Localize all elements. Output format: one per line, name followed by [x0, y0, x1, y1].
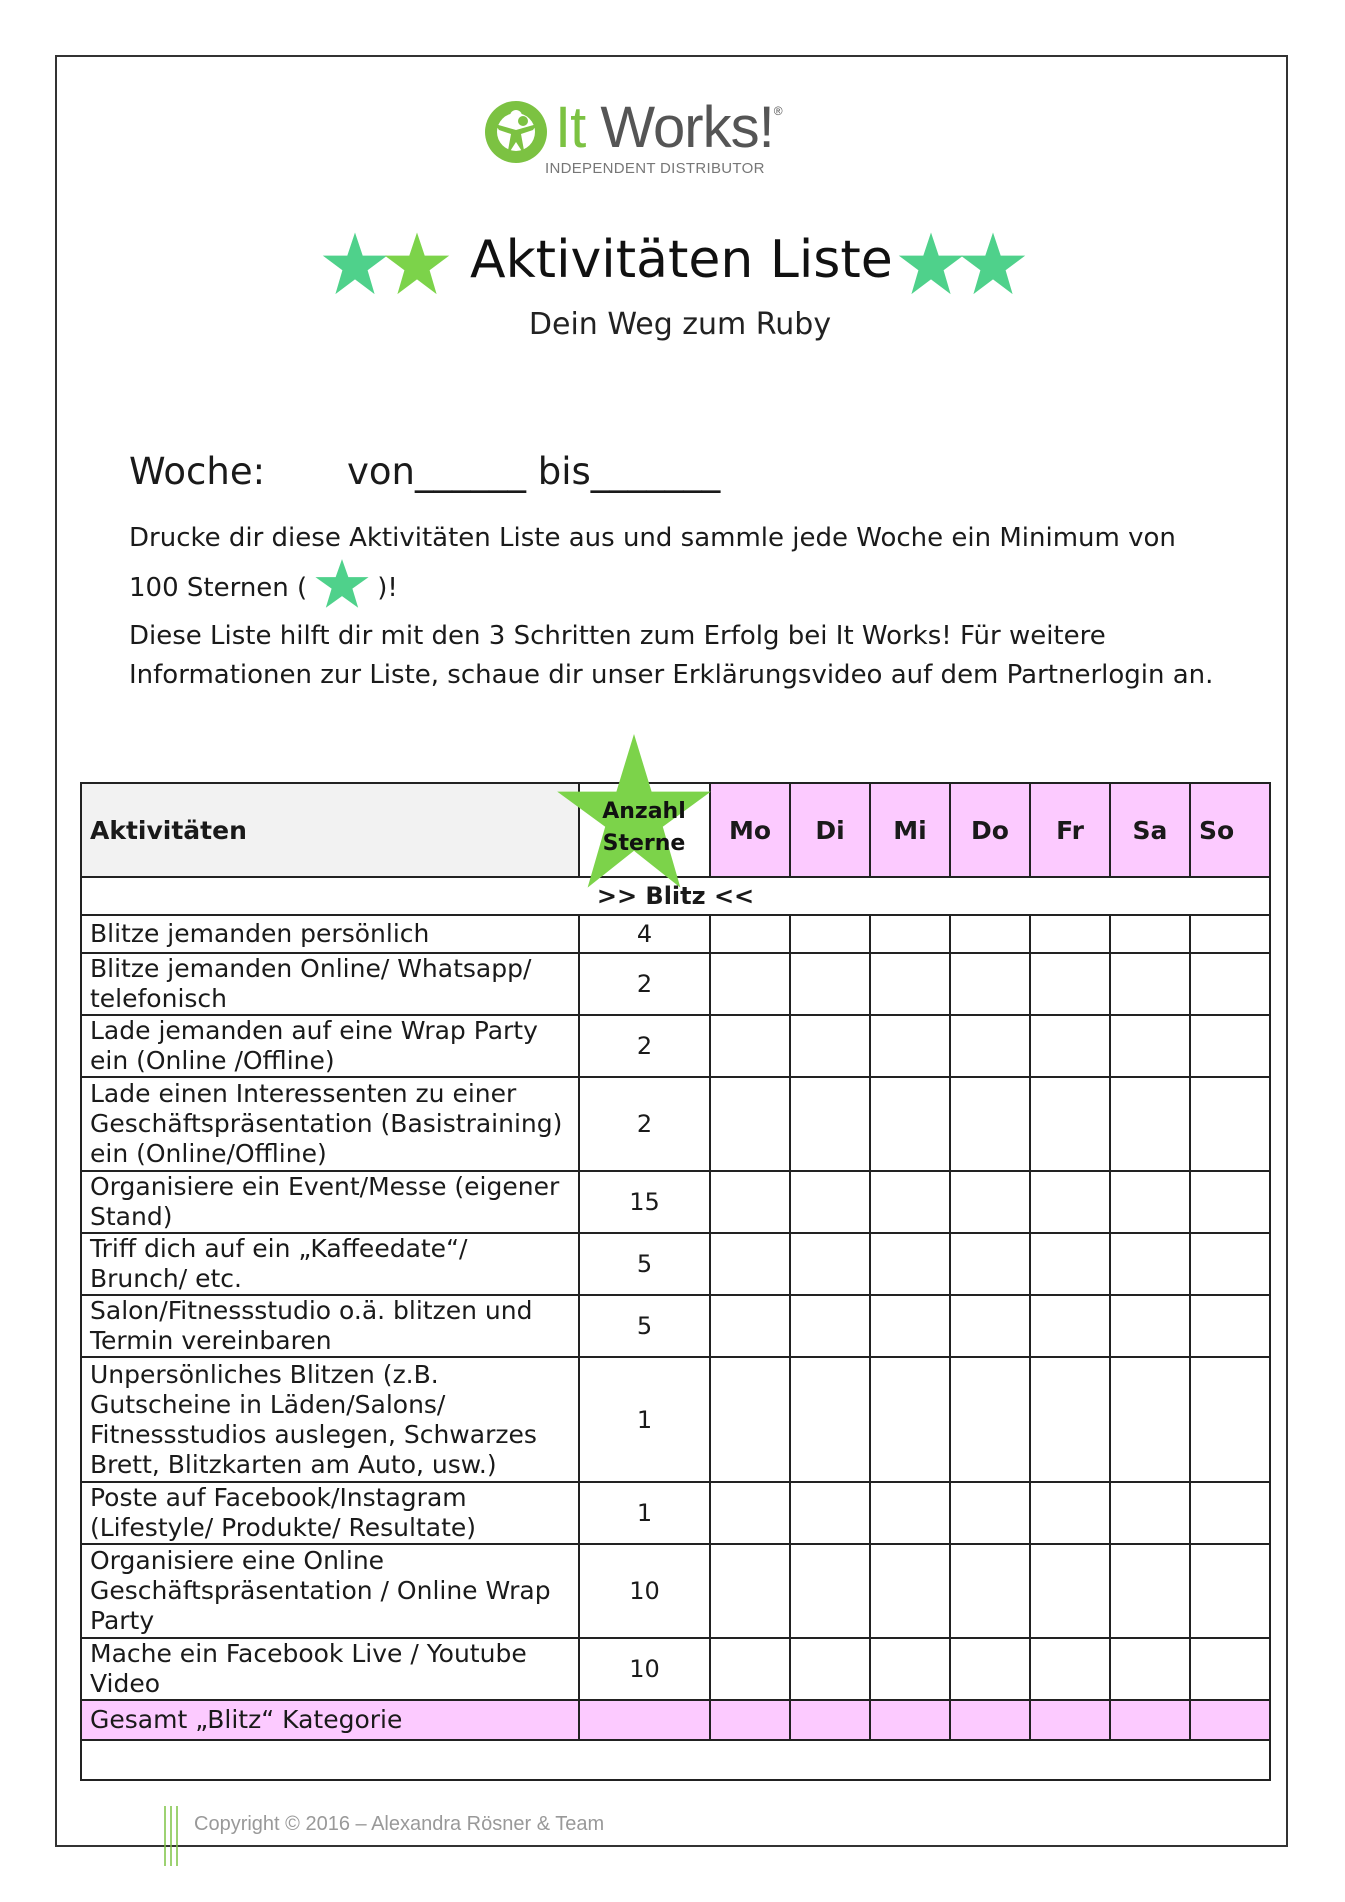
total-cell[interactable]	[1110, 1700, 1190, 1740]
day-entry-cell[interactable]	[710, 915, 790, 953]
day-entry-cell[interactable]	[790, 1015, 870, 1077]
stars-cell: 15	[579, 1171, 710, 1233]
stars-cell: 4	[579, 915, 710, 953]
day-entry-cell[interactable]	[1190, 915, 1270, 953]
table-row	[81, 1077, 1270, 1171]
day-entry-cell[interactable]	[950, 1638, 1030, 1700]
total-cell[interactable]	[579, 1700, 710, 1740]
day-entry-cell[interactable]	[1030, 915, 1110, 953]
day-entry-cell[interactable]	[790, 1482, 870, 1544]
green-star-icon	[382, 229, 452, 299]
day-entry-cell[interactable]	[1030, 1357, 1110, 1482]
stars-cell: 2	[579, 1077, 710, 1171]
stars-cell: 10	[579, 1638, 710, 1700]
day-header-do: Do	[950, 783, 1030, 877]
day-entry-cell[interactable]	[1030, 1015, 1110, 1077]
stars-cell: 1	[579, 1482, 710, 1544]
week-range: von______ bis_______	[347, 450, 721, 493]
it-works-logo	[483, 95, 782, 186]
day-entry-cell[interactable]	[1110, 953, 1190, 1015]
empty-cell	[81, 1740, 1270, 1780]
day-header-fr: Fr	[1030, 783, 1110, 877]
column-header-activity: Aktivitäten	[81, 783, 579, 877]
activity-cell: Poste auf Facebook/Instagram (Lifestyle/ Produkte/ Resultate)	[81, 1482, 579, 1544]
day-entry-cell[interactable]	[950, 1233, 1030, 1295]
day-entry-cell[interactable]	[790, 953, 870, 1015]
stars-header-line-2: Sterne	[602, 831, 686, 856]
day-entry-cell[interactable]	[790, 1077, 870, 1171]
table-row	[81, 1482, 1270, 1544]
total-row	[81, 1700, 1270, 1740]
day-entry-cell[interactable]	[950, 915, 1030, 953]
day-entry-cell[interactable]	[1190, 1295, 1270, 1357]
day-entry-cell[interactable]	[1030, 1171, 1110, 1233]
total-label: Gesamt „Blitz“ Kategorie	[81, 1700, 579, 1740]
day-header-mo: Mo	[710, 783, 790, 877]
day-header-sa: Sa	[1110, 783, 1190, 877]
day-entry-cell[interactable]	[950, 1295, 1030, 1357]
day-entry-cell[interactable]	[790, 1171, 870, 1233]
activity-cell: Organisiere eine Online Geschäftspräsentation / Online Wrap Party	[81, 1544, 579, 1638]
stars-header-line-1: Anzahl	[602, 799, 686, 824]
day-entry-cell[interactable]	[1190, 1233, 1270, 1295]
section-label: >> Blitz <<	[81, 877, 1270, 915]
teal-star-icon	[320, 229, 390, 299]
day-entry-cell[interactable]	[870, 1077, 950, 1171]
day-entry-cell[interactable]	[1110, 1077, 1190, 1171]
day-entry-cell[interactable]	[950, 1077, 1030, 1171]
activity-cell: Triff dich auf ein „Kaffeedate“/ Brunch/ etc.	[81, 1233, 579, 1295]
activity-cell: Lade einen Interessenten zu einer Geschäftspräsentation (Basistraining) ein (Online/Offline)	[81, 1077, 579, 1171]
day-entry-cell[interactable]	[870, 1015, 950, 1077]
total-cell[interactable]	[790, 1700, 870, 1740]
stars-cell: 5	[579, 1233, 710, 1295]
total-cell[interactable]	[950, 1700, 1030, 1740]
table-row	[81, 1015, 1270, 1077]
table-row	[81, 1171, 1270, 1233]
activity-cell: Blitze jemanden Online/ Whatsapp/ telefonisch	[81, 953, 579, 1015]
day-entry-cell[interactable]	[710, 1295, 790, 1357]
stars-cell: 2	[579, 953, 710, 1015]
day-entry-cell[interactable]	[1190, 1357, 1270, 1482]
day-entry-cell[interactable]	[870, 1482, 950, 1544]
day-entry-cell[interactable]	[870, 915, 950, 953]
day-entry-cell[interactable]	[790, 1638, 870, 1700]
total-cell[interactable]	[870, 1700, 950, 1740]
day-entry-cell[interactable]	[950, 1482, 1030, 1544]
activity-cell: Unpersönliches Blitzen (z.B. Gutscheine in Läden/Salons/ Fitnessstudios auslegen, Schwarzes Brett, Blitzkarten am Auto, usw.)	[81, 1357, 579, 1482]
day-entry-cell[interactable]	[1110, 1171, 1190, 1233]
teal-star-icon	[958, 229, 1028, 299]
day-entry-cell[interactable]	[710, 1544, 790, 1638]
page-subtitle: Dein Weg zum Ruby	[528, 307, 832, 342]
day-entry-cell[interactable]	[790, 1357, 870, 1482]
teal-star-icon	[896, 229, 966, 299]
logo-subtitle: INDEPENDENT DISTRIBUTOR	[545, 160, 765, 177]
day-entry-cell[interactable]	[870, 1171, 950, 1233]
table-row	[81, 1233, 1270, 1295]
day-entry-cell[interactable]	[1190, 1015, 1270, 1077]
logo-wordmark: It Works!®	[555, 95, 782, 160]
day-entry-cell[interactable]	[1190, 1171, 1270, 1233]
stars-cell: 2	[579, 1015, 710, 1077]
table-row	[81, 1357, 1270, 1482]
title-row	[320, 225, 1030, 305]
it-works-figure-icon	[483, 96, 549, 168]
day-entry-cell[interactable]	[950, 1544, 1030, 1638]
day-header-di: Di	[790, 783, 870, 877]
day-entry-cell[interactable]	[710, 1171, 790, 1233]
table-row	[81, 915, 1270, 953]
day-entry-cell[interactable]	[790, 1233, 870, 1295]
day-entry-cell[interactable]	[710, 1638, 790, 1700]
day-entry-cell[interactable]	[1190, 953, 1270, 1015]
day-entry-cell[interactable]	[710, 953, 790, 1015]
day-entry-cell[interactable]	[710, 1357, 790, 1482]
day-entry-cell[interactable]	[710, 1077, 790, 1171]
day-entry-cell[interactable]	[1190, 1482, 1270, 1544]
week-label: Woche:	[129, 450, 266, 493]
day-entry-cell[interactable]	[1110, 915, 1190, 953]
day-entry-cell[interactable]	[1030, 1295, 1110, 1357]
table-row	[81, 1295, 1270, 1357]
activity-cell: Lade jemanden auf eine Wrap Party ein (Online /Offline)	[81, 1015, 579, 1077]
day-entry-cell[interactable]	[950, 953, 1030, 1015]
activity-cell: Blitze jemanden persönlich	[81, 915, 579, 953]
stars-cell: 1	[579, 1357, 710, 1482]
day-entry-cell[interactable]	[870, 1357, 950, 1482]
week-line	[129, 450, 720, 493]
day-entry-cell[interactable]	[1110, 1015, 1190, 1077]
column-header-stars	[579, 783, 710, 877]
day-entry-cell[interactable]	[710, 1015, 790, 1077]
day-entry-cell[interactable]	[1110, 1295, 1190, 1357]
day-entry-cell[interactable]	[790, 1295, 870, 1357]
table-row	[81, 953, 1270, 1015]
teal-star-icon	[313, 558, 371, 610]
stars-cell: 10	[579, 1544, 710, 1638]
table-row	[81, 1544, 1270, 1638]
day-entry-cell[interactable]	[950, 1357, 1030, 1482]
table-row	[81, 1638, 1270, 1700]
day-entry-cell[interactable]	[790, 915, 870, 953]
day-entry-cell[interactable]	[870, 1544, 950, 1638]
day-entry-cell[interactable]	[870, 1233, 950, 1295]
day-entry-cell[interactable]	[710, 1233, 790, 1295]
day-entry-cell[interactable]	[710, 1482, 790, 1544]
day-entry-cell[interactable]	[870, 1638, 950, 1700]
activity-cell: Salon/Fitnessstudio o.ä. blitzen und Termin vereinbaren	[81, 1295, 579, 1357]
day-entry-cell[interactable]	[1110, 1357, 1190, 1482]
day-entry-cell[interactable]	[950, 1015, 1030, 1077]
day-header-mi: Mi	[870, 783, 950, 877]
total-cell[interactable]	[1190, 1700, 1270, 1740]
day-header-so: So	[1190, 783, 1270, 877]
day-entry-cell[interactable]	[1110, 1544, 1190, 1638]
day-entry-cell[interactable]	[1030, 953, 1110, 1015]
day-entry-cell[interactable]	[790, 1544, 870, 1638]
day-entry-cell[interactable]	[950, 1171, 1030, 1233]
day-entry-cell[interactable]	[1030, 1077, 1110, 1171]
stars-cell: 5	[579, 1295, 710, 1357]
activity-table	[80, 782, 1271, 1781]
activity-cell: Organisiere ein Event/Messe (eigener Stand)	[81, 1171, 579, 1233]
day-entry-cell[interactable]	[1190, 1638, 1270, 1700]
intro-paragraph-2: Diese Liste hilft dir mit den 3 Schritten zum Erfolg bei It Works! Für weitere Informationen zur Liste, schaue dir unser Erklärungsvideo auf dem Partnerlogin an.	[129, 621, 1214, 690]
empty-row	[81, 1740, 1270, 1780]
table-header-row	[81, 783, 1270, 877]
day-entry-cell[interactable]	[1110, 1638, 1190, 1700]
day-entry-cell[interactable]	[1110, 1233, 1190, 1295]
day-entry-cell[interactable]	[1110, 1482, 1190, 1544]
page-title: Aktivitäten Liste	[470, 230, 893, 290]
day-entry-cell[interactable]	[1190, 1077, 1270, 1171]
day-entry-cell[interactable]	[1030, 1544, 1110, 1638]
total-cell[interactable]	[710, 1700, 790, 1740]
total-cell[interactable]	[1030, 1700, 1110, 1740]
day-entry-cell[interactable]	[1030, 1233, 1110, 1295]
day-entry-cell[interactable]	[1030, 1482, 1110, 1544]
day-entry-cell[interactable]	[870, 1295, 950, 1357]
copyright-text: Copyright © 2016 – Alexandra Rösner & Team	[194, 1813, 605, 1835]
footer-decor-lines	[162, 1806, 182, 1866]
day-entry-cell[interactable]	[1190, 1544, 1270, 1638]
activity-cell: Mache ein Facebook Live / Youtube Video	[81, 1638, 579, 1700]
intro-paragraph-1: Drucke dir diese Aktivitäten Liste aus und sammle jede Woche ein Minimum von 100 Sternen ( )!	[129, 519, 1229, 610]
day-entry-cell[interactable]	[870, 953, 950, 1015]
day-entry-cell[interactable]	[1030, 1638, 1110, 1700]
